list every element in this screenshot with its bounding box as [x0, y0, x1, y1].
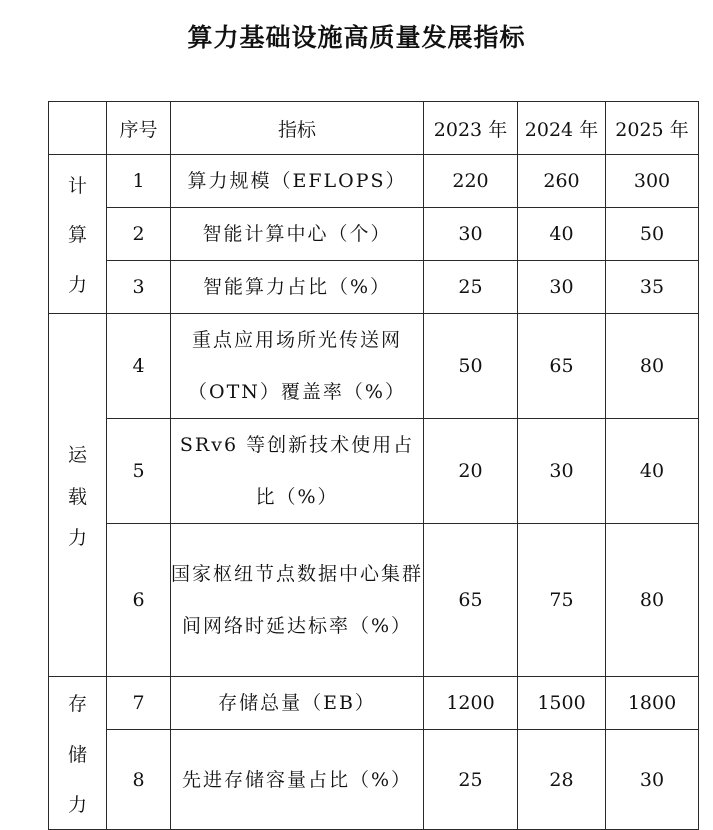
row-2023: 1200 [424, 677, 518, 730]
row-name: SRv6 等创新技术使用占比（%） [171, 419, 424, 524]
row-2024: 1500 [518, 677, 606, 730]
header-2024: 2024 年 [518, 102, 606, 155]
category-char: 力 [67, 794, 87, 816]
category-transport-cell [49, 314, 107, 677]
row-2023: 220 [424, 155, 518, 208]
row-2024: 40 [518, 208, 606, 261]
row-2024: 30 [518, 261, 606, 314]
row-2023: 50 [424, 314, 518, 419]
row-2024: 75 [518, 524, 606, 677]
row-index: 2 [107, 208, 171, 261]
table-row [49, 524, 699, 677]
row-name: 先进存储容量占比（%） [171, 730, 424, 830]
row-index: 1 [107, 155, 171, 208]
row-2023: 25 [424, 261, 518, 314]
row-index: 6 [107, 524, 171, 677]
row-2025: 40 [606, 419, 699, 524]
row-name: 国家枢纽节点数据中心集群间网络时延达标率（%） [171, 524, 424, 677]
table-row [49, 314, 699, 419]
row-2023: 30 [424, 208, 518, 261]
row-index: 3 [107, 261, 171, 314]
row-2023: 65 [424, 524, 518, 677]
row-index: 5 [107, 419, 171, 524]
category-char: 运 [67, 444, 87, 466]
row-2025: 1800 [606, 677, 699, 730]
category-char: 计 [67, 175, 87, 198]
header-index: 序号 [107, 102, 171, 155]
metrics-table [48, 101, 699, 830]
category-compute-cell [49, 155, 107, 314]
category-storage-cell [49, 677, 107, 830]
document-title: 算力基础设施高质量发展指标 [187, 23, 526, 52]
row-2025: 35 [606, 261, 699, 314]
row-2023: 25 [424, 730, 518, 830]
table-row [49, 208, 699, 261]
row-index: 7 [107, 677, 171, 730]
row-2024: 65 [518, 314, 606, 419]
row-name: 存储总量（EB） [171, 677, 424, 730]
row-index: 8 [107, 730, 171, 830]
category-char: 力 [67, 527, 87, 549]
category-char: 储 [67, 743, 87, 766]
row-2025: 50 [606, 208, 699, 261]
category-char: 载 [67, 485, 87, 508]
row-name: 重点应用场所光传送网（OTN）覆盖率（%） [171, 314, 424, 419]
header-2025: 2025 年 [606, 102, 699, 155]
header-name: 指标 [171, 102, 424, 155]
row-2025: 30 [606, 730, 699, 830]
row-name: 智能计算中心（个） [171, 208, 424, 261]
row-2025: 80 [606, 524, 699, 677]
category-char: 存 [67, 693, 87, 715]
row-2024: 28 [518, 730, 606, 830]
row-2023: 20 [424, 419, 518, 524]
table-row [49, 419, 699, 524]
header-category [49, 102, 107, 155]
table-row [49, 677, 699, 730]
table-row [49, 155, 699, 208]
table-header-row [49, 102, 699, 155]
row-2025: 300 [606, 155, 699, 208]
table-row [49, 261, 699, 314]
table-row [49, 730, 699, 830]
row-2024: 260 [518, 155, 606, 208]
row-name: 算力规模（EFLOPS） [171, 155, 424, 208]
row-2024: 30 [518, 419, 606, 524]
category-char: 算 [67, 224, 87, 247]
row-name: 智能算力占比（%） [171, 261, 424, 314]
header-2023: 2023 年 [424, 102, 518, 155]
category-char: 力 [67, 273, 87, 296]
row-2025: 80 [606, 314, 699, 419]
row-index: 4 [107, 314, 171, 419]
